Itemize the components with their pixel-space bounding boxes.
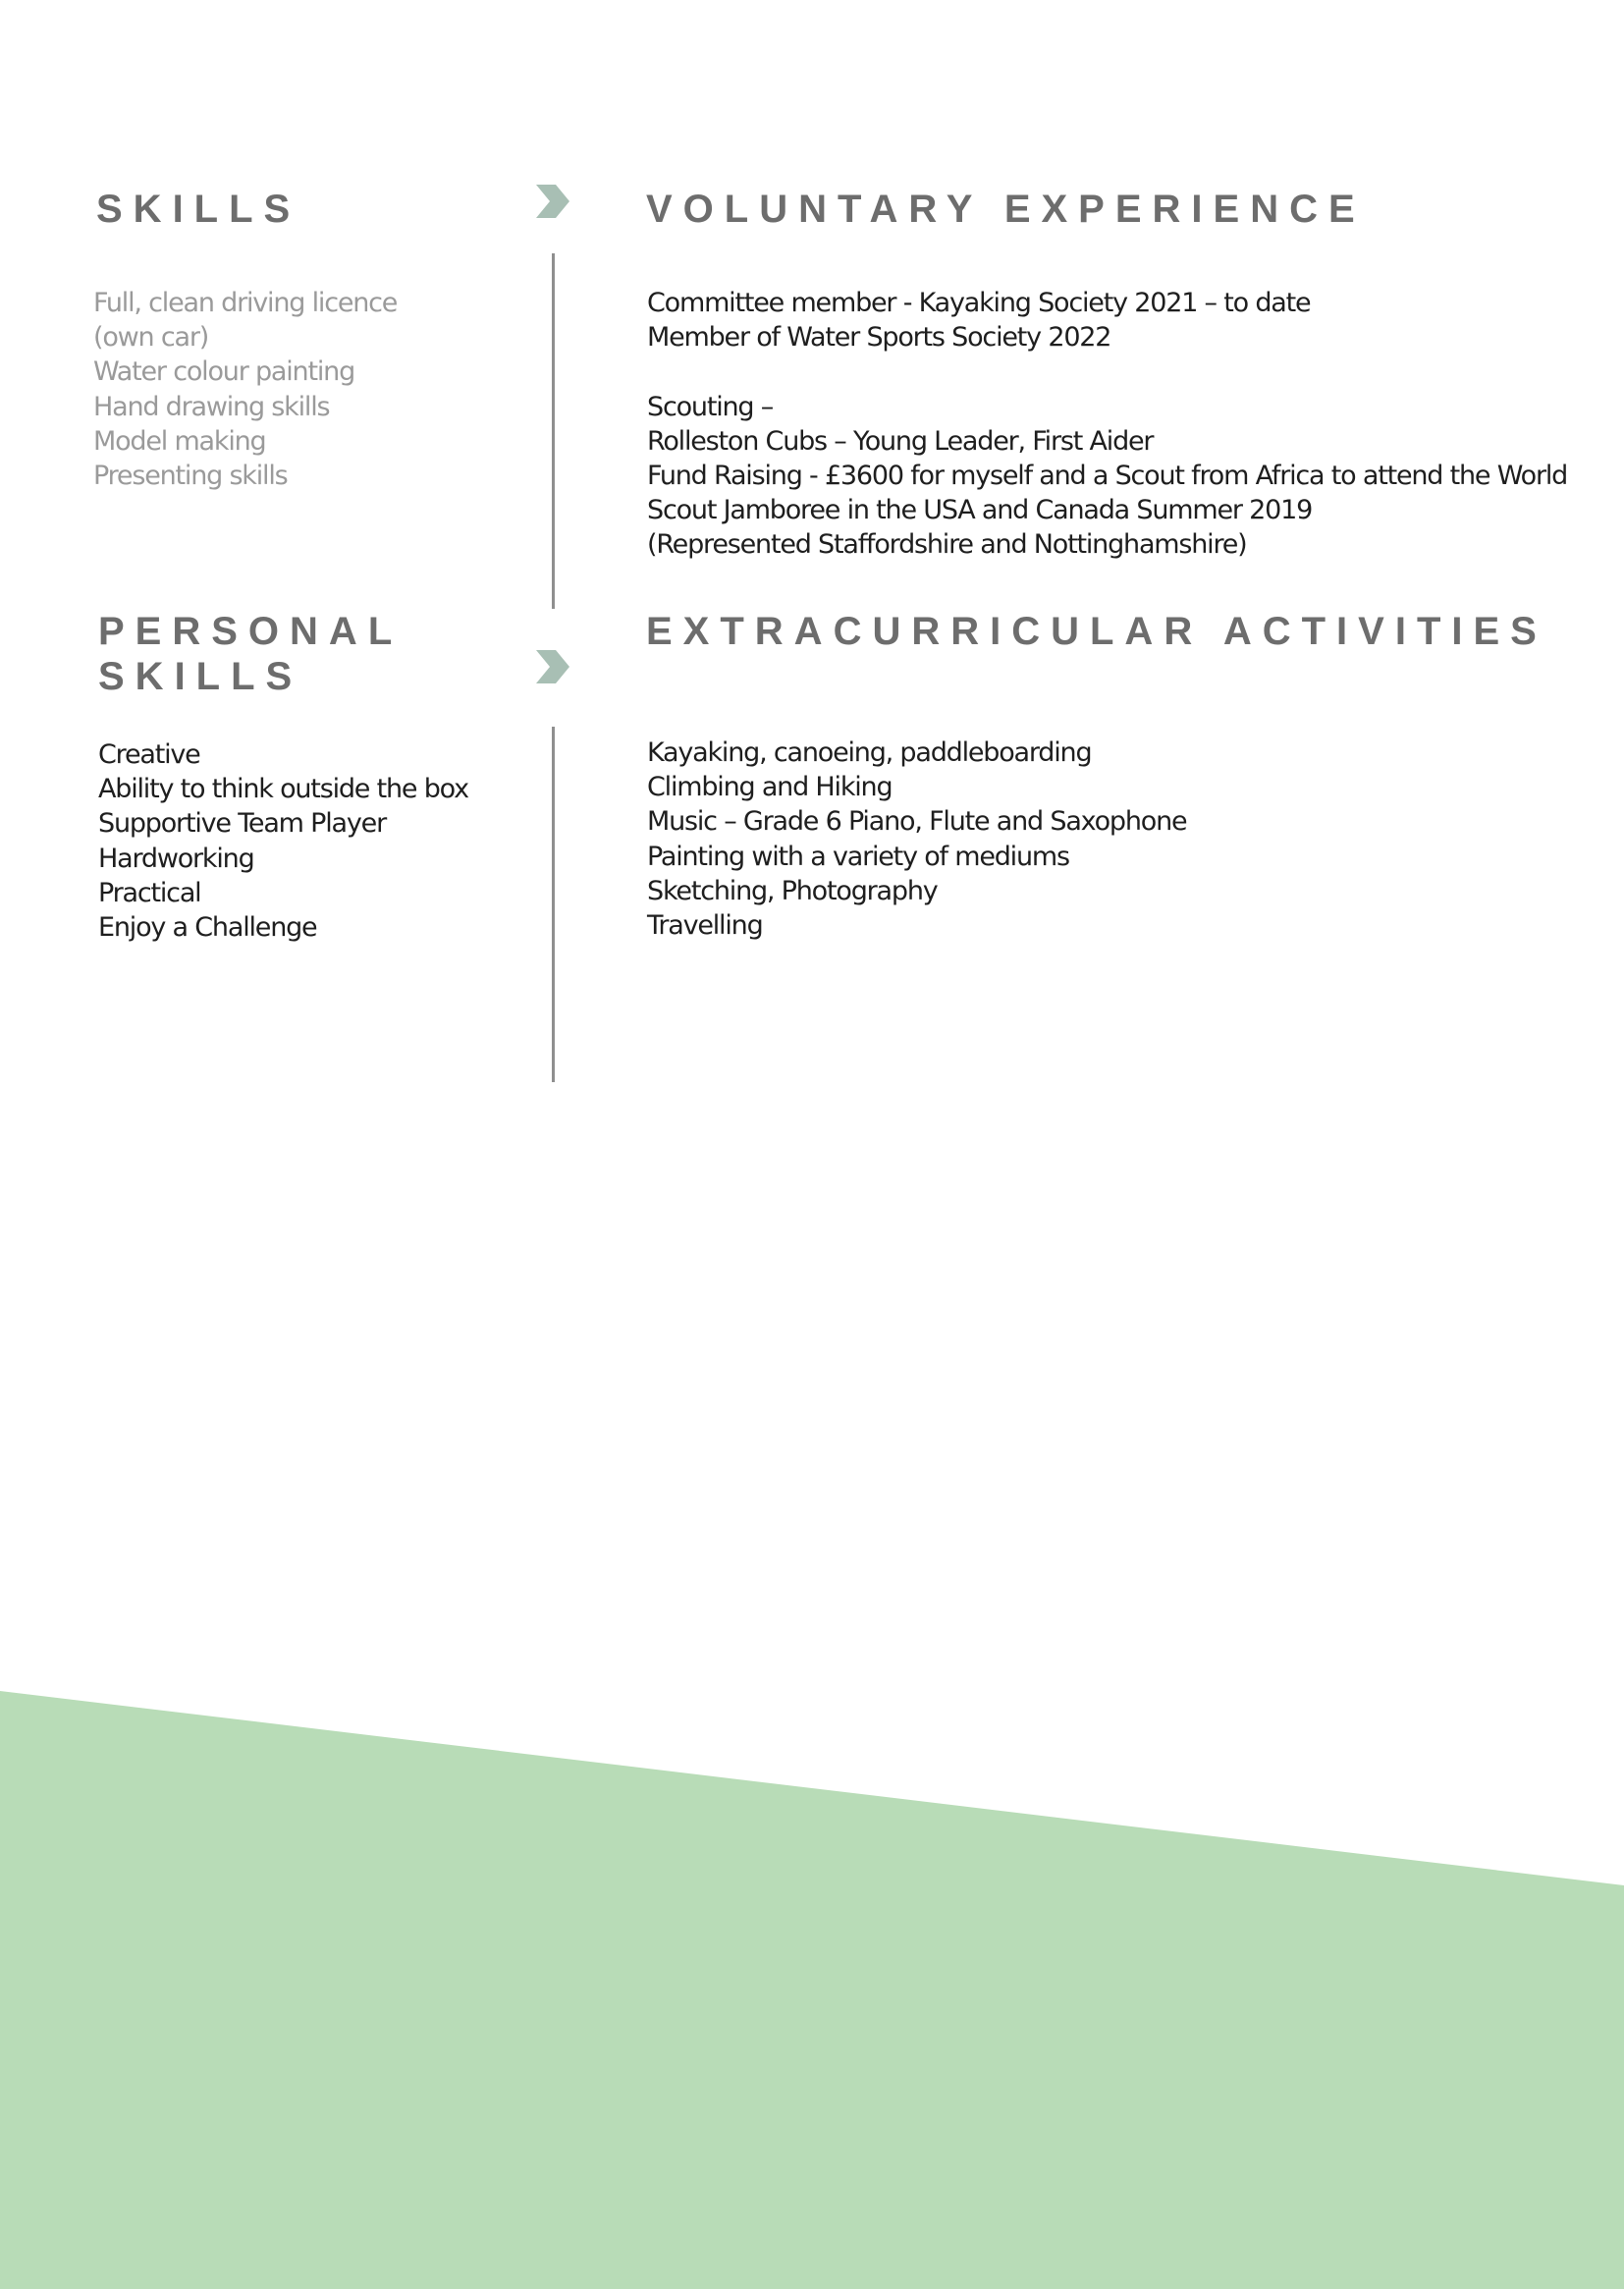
extracurricular-list <box>647 736 1186 943</box>
voluntary-item: Scouting – <box>647 391 774 422</box>
extracurricular-item: Climbing and Hiking <box>647 772 893 803</box>
voluntary-experience-heading: VOLUNTARY EXPERIENCE <box>646 188 1366 231</box>
skills-list <box>93 286 397 493</box>
personal-skill-item: Ability to think outside the box <box>98 774 468 805</box>
section-divider <box>552 727 555 1082</box>
extracurricular-heading: EXTRACURRICULAR ACTIVITIES <box>646 610 1547 653</box>
footer-band-shape <box>0 1691 1624 2289</box>
voluntary-item: Scout Jamboree in the USA and Canada Summer 2019 <box>647 495 1313 526</box>
extracurricular-item: Travelling <box>647 909 763 941</box>
voluntary-item: Rolleston Cubs – Young Leader, First Aider <box>647 425 1154 457</box>
voluntary-item: Committee member - Kayaking Society 2021 – to date <box>647 288 1311 318</box>
skills-heading: SKILLS <box>96 188 301 231</box>
personal-skill-item: Creative <box>98 739 200 770</box>
extracurricular-item: Sketching, Photography <box>647 875 938 906</box>
personal-skills-list <box>98 737 468 945</box>
voluntary-item: Member of Water Sports Society 2022 <box>647 322 1111 354</box>
voluntary-item <box>647 354 1567 389</box>
personal-skills-heading: PERSONAL <box>98 610 404 653</box>
personal-skills-heading-line2: SKILLS <box>98 655 303 698</box>
voluntary-item: Fund Raising - £3600 for myself and a Scout from Africa to attend the World <box>647 460 1568 491</box>
section-divider <box>552 253 555 609</box>
personal-skill-item: Hardworking <box>98 843 254 874</box>
skills-item: (own car) <box>93 322 209 354</box>
extracurricular-item: Painting with a variety of mediums <box>647 841 1069 872</box>
extracurricular-item: Kayaking, canoeing, paddleboarding <box>647 737 1092 768</box>
skills-item: Water colour painting <box>93 356 355 388</box>
chevron-right-icon <box>534 185 569 218</box>
personal-skill-item: Supportive Team Player <box>98 808 386 840</box>
personal-skill-item: Practical <box>98 877 201 908</box>
extracurricular-item: Music – Grade 6 Piano, Flute and Saxophone <box>647 806 1187 838</box>
skills-item: Hand drawing skills <box>93 391 330 422</box>
skills-item: Full, clean driving licence <box>93 288 398 318</box>
skills-item: Model making <box>93 425 266 457</box>
chevron-right-icon <box>534 650 569 683</box>
personal-skill-item: Enjoy a Challenge <box>98 911 317 943</box>
voluntary-item: (Represented Staffordshire and Nottinghamshire) <box>647 529 1247 561</box>
voluntary-experience-list <box>647 286 1567 563</box>
skills-item: Presenting skills <box>93 460 288 491</box>
